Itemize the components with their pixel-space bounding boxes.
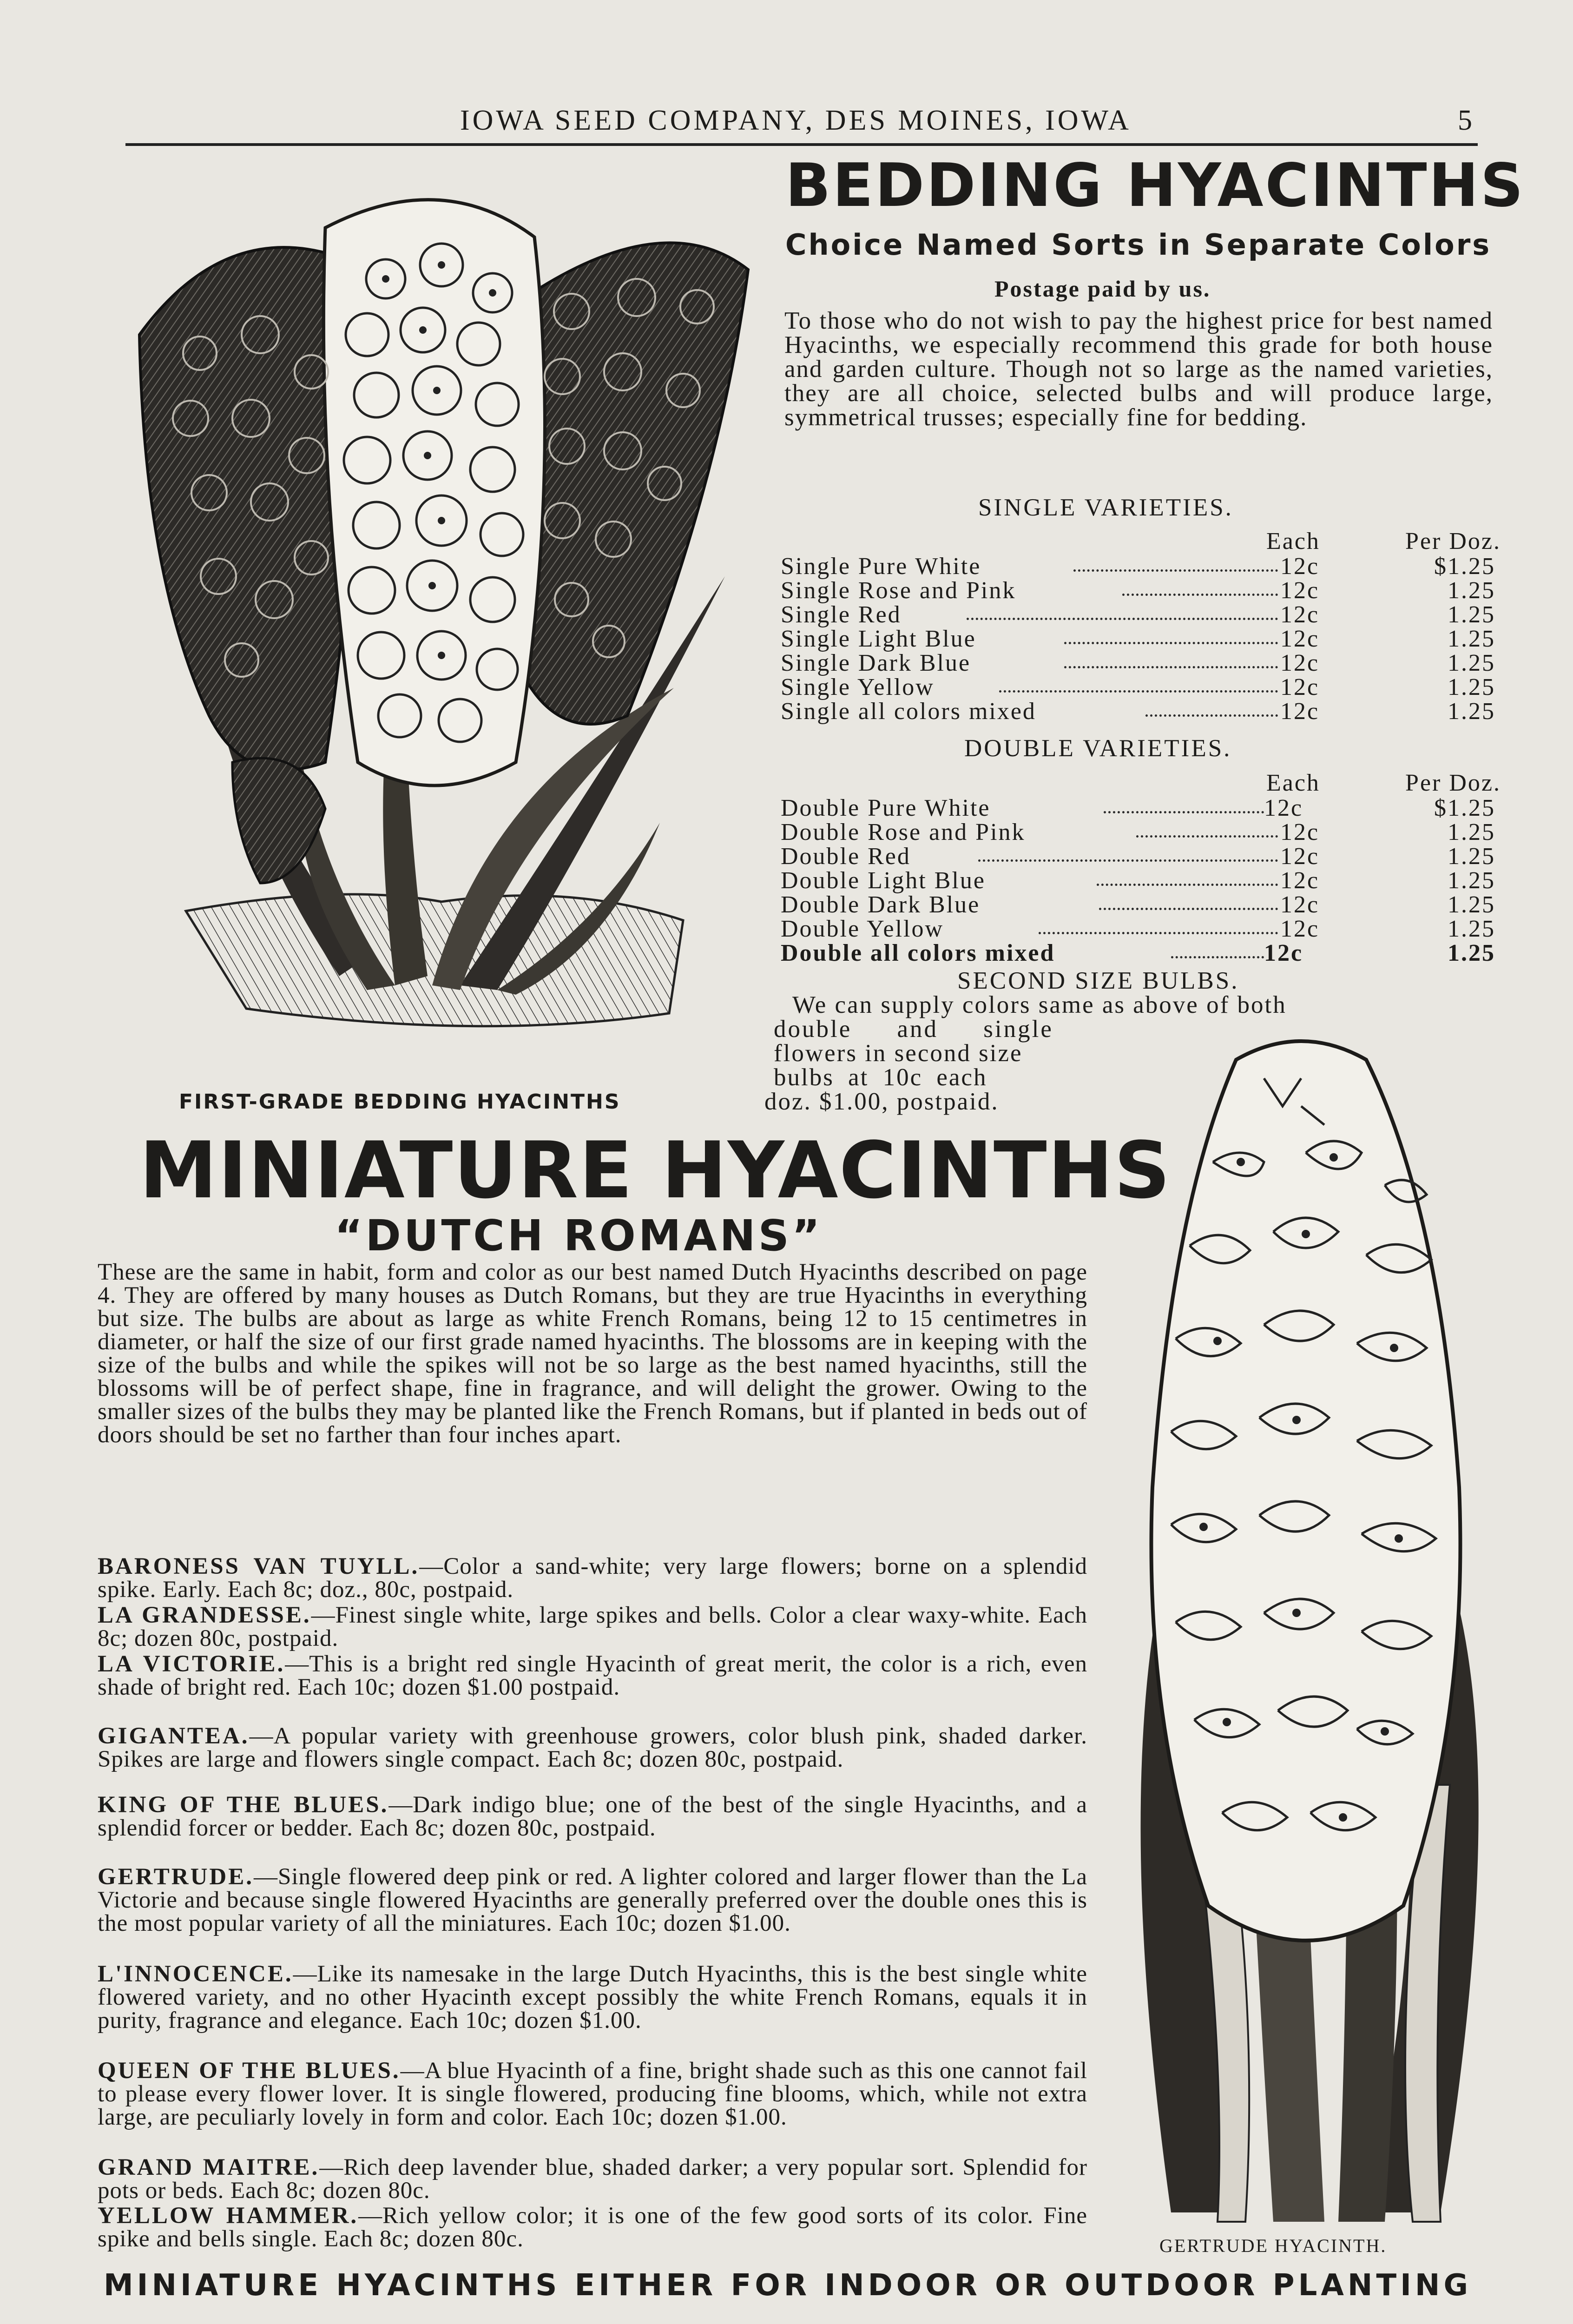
price-each: 12c bbox=[1280, 819, 1320, 845]
price-row bbox=[781, 819, 1501, 843]
price-per-doz: $1.25 bbox=[1434, 553, 1495, 580]
variety-title: BARONESS VAN TUYLL. bbox=[98, 1553, 420, 1579]
price-per-doz: 1.25 bbox=[1448, 674, 1495, 700]
price-each: 12c bbox=[1280, 916, 1320, 942]
variety-title: LA VICTORIE. bbox=[98, 1651, 285, 1677]
price-each: 12c bbox=[1280, 891, 1320, 918]
variety-title: QUEEN OF THE BLUES. bbox=[98, 2058, 401, 2084]
variety-name: Single Dark Blue bbox=[781, 650, 971, 676]
price-each: 12c bbox=[1280, 577, 1320, 604]
variety-description: —Dark indigo blue; one of the best of the single Hyacinths, and a splendid forcer or bedder. Each 8c; dozen 80c, postpaid. bbox=[98, 1792, 1087, 1841]
second-size-line-2: double and single bbox=[774, 1016, 1053, 1043]
variety-la-victorie bbox=[98, 1652, 1087, 1699]
variety-description: —Rich yellow color; it is one of the few good sorts of its color. Fine spike and bells single. Each 8c; dozen 80c. bbox=[98, 2203, 1087, 2252]
variety-gigantea bbox=[98, 1724, 1087, 1771]
variety-name: Double Pure White bbox=[781, 795, 991, 821]
variety-gertrude bbox=[98, 1865, 1087, 1935]
variety-description: —Finest single white, large spikes and bells. Color a clear waxy-white. Each 8c; dozen 80c, postpaid. bbox=[98, 1602, 1087, 1651]
price-row bbox=[781, 867, 1501, 894]
price-row bbox=[781, 601, 1501, 628]
double-varieties-table bbox=[781, 769, 1501, 964]
bedding-title: BEDDING HYACINTHS bbox=[785, 151, 1525, 220]
variety-name: Double Yellow bbox=[781, 916, 944, 942]
price-row bbox=[781, 553, 1501, 580]
bedding-hyacinths-illustration bbox=[107, 158, 767, 1078]
price-each: 12c bbox=[1264, 940, 1303, 966]
variety-description: —A popular variety with greenhouse growers, color blush pink, shaded darker. Spikes are large and flowers single compact. Each 8c; dozen 80c, postpaid. bbox=[98, 1723, 1087, 1772]
bedding-image-caption: FIRST-GRADE BEDDING HYACINTHS bbox=[179, 1090, 621, 1114]
single-varieties-heading: SINGLE VARIETIES. bbox=[978, 494, 1233, 521]
variety-description: —Rich deep lavender blue, shaded darker; a very popular sort. Splendid for pots or beds. Each 8c; dozen 80c. bbox=[98, 2154, 1087, 2204]
variety-linnocence bbox=[98, 1962, 1087, 2032]
bedding-subtitle: Choice Named Sorts in Separate Colors bbox=[785, 228, 1492, 262]
price-per-doz: 1.25 bbox=[1448, 843, 1495, 870]
variety-description: —This is a bright red single Hyacinth of great merit, the color is a rich, even shade of bright red. Each 10c; dozen $1.00 postpaid. bbox=[98, 1651, 1087, 1700]
variety-name: Double Dark Blue bbox=[781, 891, 981, 918]
variety-yellow-hammer bbox=[98, 2204, 1087, 2251]
price-each: 12c bbox=[1264, 795, 1303, 821]
price-per-doz: 1.25 bbox=[1448, 601, 1495, 628]
price-each: 12c bbox=[1280, 867, 1320, 894]
single-col-per-doz: Per Doz. bbox=[1405, 528, 1501, 555]
price-per-doz: 1.25 bbox=[1448, 577, 1495, 604]
variety-name: Double Rose and Pink bbox=[781, 819, 1026, 845]
variety-name: Single Pure White bbox=[781, 553, 981, 580]
price-per-doz: 1.25 bbox=[1448, 916, 1495, 942]
gertrude-hyacinth-drawing bbox=[1106, 1023, 1501, 2236]
page-footer: MINIATURE HYACINTHS EITHER FOR INDOOR OR OUTDOOR PLANTING bbox=[103, 2268, 1472, 2303]
miniature-subtitle: “DUTCH ROMANS” bbox=[335, 1211, 823, 1261]
price-row bbox=[781, 577, 1501, 604]
price-per-doz: 1.25 bbox=[1448, 940, 1495, 966]
price-each: 12c bbox=[1280, 698, 1320, 725]
variety-description: —Color a sand-white; very large flowers; borne on a splendid spike. Early. Each 8c; doz., 80c, postpaid. bbox=[98, 1553, 1087, 1603]
price-row bbox=[781, 698, 1501, 725]
price-per-doz: 1.25 bbox=[1448, 819, 1495, 845]
variety-name: Single all colors mixed bbox=[781, 698, 1036, 725]
variety-title: L'INNOCENCE. bbox=[98, 1961, 293, 1987]
second-size-line-3: flowers in second size bbox=[774, 1040, 1023, 1067]
double-varieties-heading: DOUBLE VARIETIES. bbox=[964, 735, 1232, 762]
double-col-each: Each bbox=[1266, 770, 1320, 796]
price-row bbox=[781, 673, 1501, 698]
variety-name: Single Rose and Pink bbox=[781, 577, 1016, 604]
gertrude-hyacinth-illustration bbox=[1106, 1023, 1501, 2236]
price-row bbox=[781, 939, 1501, 964]
miniature-title: MINIATURE HYACINTHS bbox=[139, 1125, 1172, 1216]
single-col-each: Each bbox=[1266, 528, 1320, 555]
second-size-line-4: bulbs at 10c each bbox=[774, 1064, 987, 1091]
price-row bbox=[781, 843, 1501, 870]
price-per-doz: 1.25 bbox=[1448, 891, 1495, 918]
variety-description: —Like its namesake in the large Dutch Hyacinths, this is the best single white flowered variety, and no other Hyacinth except possibly the white French Romans, equals it in purity, fragrance and elegance. Each 10c; dozen $1.00. bbox=[98, 1961, 1087, 2034]
price-row bbox=[781, 794, 1501, 819]
variety-name: Double all colors mixed bbox=[781, 940, 1055, 966]
price-each: 12c bbox=[1280, 650, 1320, 676]
price-each: 12c bbox=[1280, 843, 1320, 870]
variety-queen-of-the-blues bbox=[98, 2059, 1087, 2129]
variety-name: Single Yellow bbox=[781, 674, 935, 700]
variety-title: GRAND MAITRE. bbox=[98, 2154, 320, 2180]
double-col-per-doz: Per Doz. bbox=[1405, 770, 1501, 796]
variety-name: Single Red bbox=[781, 601, 902, 628]
running-header bbox=[125, 101, 1478, 146]
price-row bbox=[781, 625, 1501, 652]
second-size-line-1: We can supply colors same as above of both bbox=[792, 991, 1287, 1018]
variety-name: Double Red bbox=[781, 843, 911, 870]
price-each: 12c bbox=[1280, 601, 1320, 628]
price-per-doz: $1.25 bbox=[1434, 795, 1495, 821]
variety-baroness-van-tuyll bbox=[98, 1555, 1087, 1601]
page-number: 5 bbox=[1458, 105, 1472, 136]
price-per-doz: 1.25 bbox=[1448, 867, 1495, 894]
variety-la-grandesse bbox=[98, 1604, 1087, 1650]
bedding-hyacinths-drawing bbox=[107, 158, 767, 1078]
variety-description: —A blue Hyacinth of a fine, bright shade such as this one cannot fail to please every flower lover. It is single flowered, producing fine blooms, which, while not extra large, are peculiarly lovely in form and color. Each 10c; dozen $1.00. bbox=[98, 2058, 1087, 2130]
variety-title: KING OF THE BLUES. bbox=[98, 1792, 389, 1818]
single-varieties-table bbox=[781, 528, 1501, 725]
running-header-title: IOWA SEED COMPANY, DES MOINES, IOWA bbox=[460, 105, 1132, 136]
bedding-postage-note: Postage paid by us. bbox=[994, 276, 1211, 302]
price-row bbox=[781, 915, 1501, 942]
second-size-heading: SECOND SIZE BULBS. bbox=[957, 967, 1239, 994]
price-each: 12c bbox=[1280, 674, 1320, 700]
gertrude-image-caption: GERTRUDE HYACINTH. bbox=[1159, 2235, 1387, 2256]
price-per-doz: 1.25 bbox=[1448, 650, 1495, 676]
variety-title: GERTRUDE. bbox=[98, 1864, 254, 1890]
price-per-doz: 1.25 bbox=[1448, 626, 1495, 652]
variety-description: —Single flowered deep pink or red. A lighter colored and larger flower than the La Victorie and because single flowered Hyacinths are generally preferred over the double ones this is the most popular variety of all the miniatures. Each 10c; dozen $1.00. bbox=[98, 1864, 1087, 1936]
variety-grand-maitre bbox=[98, 2156, 1087, 2202]
price-per-doz: 1.25 bbox=[1448, 698, 1495, 725]
variety-title: LA GRANDESSE. bbox=[98, 1602, 311, 1628]
price-each: 12c bbox=[1280, 626, 1320, 652]
price-row bbox=[781, 891, 1501, 918]
variety-king-of-the-blues bbox=[98, 1793, 1087, 1840]
variety-name: Double Light Blue bbox=[781, 867, 986, 894]
price-each: 12c bbox=[1280, 553, 1320, 580]
price-row bbox=[781, 649, 1501, 676]
second-size-line-5: doz. $1.00, postpaid. bbox=[764, 1088, 999, 1115]
variety-title: GIGANTEA. bbox=[98, 1723, 250, 1749]
variety-name: Single Light Blue bbox=[781, 626, 976, 652]
bedding-intro: To those who do not wish to pay the highest price for best named Hyacinths, we especially recommend this grade for both house and garden culture. Though not so large as the named varieties, they are all choice, selected bulbs and will produce large, symmetrical trusses; especially fine for bedding. bbox=[784, 307, 1493, 431]
miniature-intro: These are the same in habit, form and color as our best named Dutch Hyacinths described on page 4. They are offered by many houses as Dutch Romans, but they are true Hyacinths in everything but size. The bulbs are about as large as white French Romans, being 12 to 15 centimetres in diameter, or half the size of our first grade named hyacinths. The blossoms are in keeping with the size of the bulbs and while the spikes will not be so large as the best named hyacinths, still the blossoms will be of perfect shape, fine in fragrance, and will delight the grower. Owing to the smaller sizes of the bulbs they may be planted like the French Romans, but if planted in beds out of doors should be set no farther than four inches apart. bbox=[98, 1259, 1087, 1448]
variety-title: YELLOW HAMMER. bbox=[98, 2203, 359, 2229]
